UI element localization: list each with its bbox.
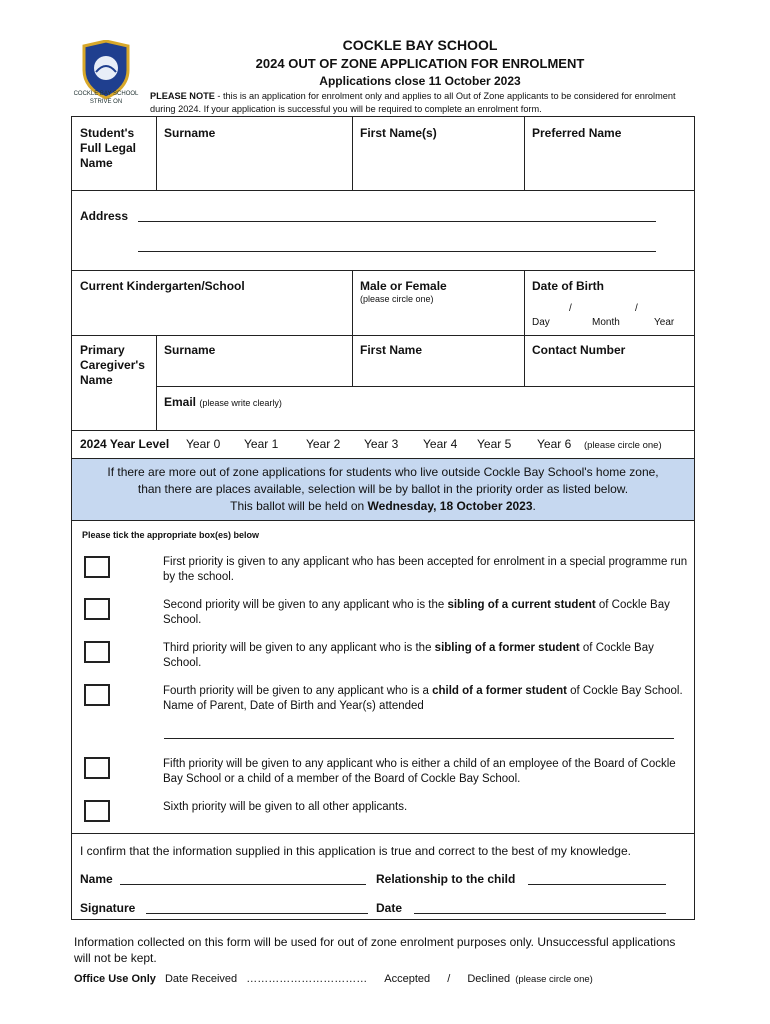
p2-bold: sibling of a current student [447,599,596,611]
dob-year-field[interactable]: Year [654,317,675,328]
ballot-date: Wednesday, 18 October 2023 [367,499,533,513]
office-circle-hint: (please circle one) [515,974,593,985]
p4-bold: child of a former student [432,685,567,697]
contact-number-field[interactable]: Contact Number [532,343,626,357]
current-school-field[interactable]: Current Kindergarten/School [80,279,245,293]
signature-line[interactable] [146,913,368,914]
ballot-post: . [532,499,536,513]
priority-3-text [163,641,688,671]
dob-slash-2: / [635,303,638,314]
dob-slash-1: / [569,303,572,314]
signature-label: Signature [80,901,136,915]
priority-5-text: Fifth priority will be given to any applicant who is either a child of an employee of the Board of Cockle Bay School or a child of a member of the Board of Cockle Bay School. [163,758,676,785]
office-use-row [74,973,593,985]
accepted-option[interactable]: Accepted [384,973,431,985]
caregiver-surname-field[interactable]: Surname [164,343,216,357]
student-preferred-name-field[interactable]: Preferred Name [532,126,622,140]
caregiver-label: Primary Caregiver's Name [80,343,145,387]
year-option-2[interactable]: Year 2 [306,437,341,451]
ballot-line-3 [72,498,694,515]
priority-4-checkbox[interactable] [84,684,110,706]
note-text: - this is an application for enrolment only and applies to all Out of Zone applicants to be considered for enrolment during 2024. If your application is successful you will be required to complete an enrolment form. [150,91,676,114]
address-line-2[interactable] [138,251,656,252]
p2-post: of Cockle Bay School. [163,599,670,626]
address-line-1[interactable] [138,221,656,222]
ballot-line-1: If there are more out of zone applications for students who live outside Cockle Bay School's home zone, [107,465,659,479]
year-hint: (please circle one) [584,440,662,451]
priority-2-text [163,598,688,628]
year-option-6[interactable]: Year 6 [537,437,572,451]
p3-post: of Cockle Bay School. [163,642,654,669]
priority-6-text: Sixth priority will be given to all other applicants. [163,801,408,813]
address-label: Address [80,209,129,223]
p4-post: of Cockle Bay School. Name of Parent, Date of Birth and Year(s) attended [163,685,683,712]
email-hint: (please write clearly) [199,398,282,408]
dob-month-field[interactable]: Month [592,317,620,328]
student-name-label: Student's Full Legal Name [80,126,137,170]
student-first-names-field[interactable]: First Name(s) [360,126,437,140]
date-received-dots[interactable]: …………………………… [246,973,368,985]
logo-lettering: COCKLE BAY SCHOOL STRIVE ON [73,91,139,105]
email-field[interactable] [164,395,282,411]
privacy-statement: Information collected on this form will be used for out of zone enrolment purposes only. Unsuccessful applications will not be kept. [74,935,676,965]
priority-4-text [163,684,688,714]
p3-pre: Third priority will be given to any applicant who is the [163,642,435,654]
student-surname-field[interactable]: Surname [164,126,216,140]
relationship-label: Relationship to the child [376,872,516,886]
priority-2-checkbox[interactable] [84,598,110,620]
gender-label: Male or Female [360,279,447,293]
declined-option[interactable]: Declined [467,973,511,985]
ballot-notice [72,458,694,521]
please-note [150,90,700,116]
dob-label: Date of Birth [532,279,604,293]
priority-6-checkbox[interactable] [84,800,110,822]
dob-day-field[interactable]: Day [532,317,550,328]
date-label: Date [376,901,403,915]
option-separator: / [447,973,451,985]
date-line[interactable] [414,913,666,914]
tick-instruction: Please tick the appropriate box(es) below [82,530,260,540]
priority-1-text: First priority is given to any applicant who has been accepted for enrolment in a special programme run by the school. [163,556,688,583]
closing-date: Applications close 11 October 2023 [319,74,521,88]
priority-4-details-line[interactable] [164,738,674,739]
name-label: Name [80,872,113,886]
p2-pre: Second priority will be given to any applicant who is the [163,599,448,611]
relationship-line[interactable] [528,884,666,885]
year-option-1[interactable]: Year 1 [244,437,279,451]
date-received-label: Date Received [164,973,238,985]
confirm-statement: I confirm that the information supplied in this application is true and correct to the best of my knowledge. [80,844,631,858]
office-use-label: Office Use Only [74,973,156,985]
year-option-5[interactable]: Year 5 [477,437,512,451]
ballot-line-2: than there are places available, selection will be by ballot in the priority order as listed below. [137,482,629,496]
year-option-0[interactable]: Year 0 [186,437,221,451]
p3-bold: sibling of a former student [434,642,580,654]
email-label: Email [164,395,197,409]
form-title: 2024 OUT OF ZONE APPLICATION FOR ENROLMENT [255,56,585,71]
p4-pre: Fourth priority will be given to any applicant who is a [163,685,433,697]
year-option-3[interactable]: Year 3 [364,437,399,451]
year-level-label: 2024 Year Level [80,437,170,451]
ballot-pre: This ballot will be held on [230,499,368,513]
gender-hint: (please circle one) [360,294,434,304]
priority-3-checkbox[interactable] [84,641,110,663]
year-option-4[interactable]: Year 4 [423,437,458,451]
caregiver-first-name-field[interactable]: First Name [360,343,423,357]
name-line[interactable] [120,884,366,885]
priority-1-checkbox[interactable] [84,556,110,578]
school-name: COCKLE BAY SCHOOL [342,37,498,53]
priority-5-checkbox[interactable] [84,757,110,779]
note-label: PLEASE NOTE [150,91,215,101]
